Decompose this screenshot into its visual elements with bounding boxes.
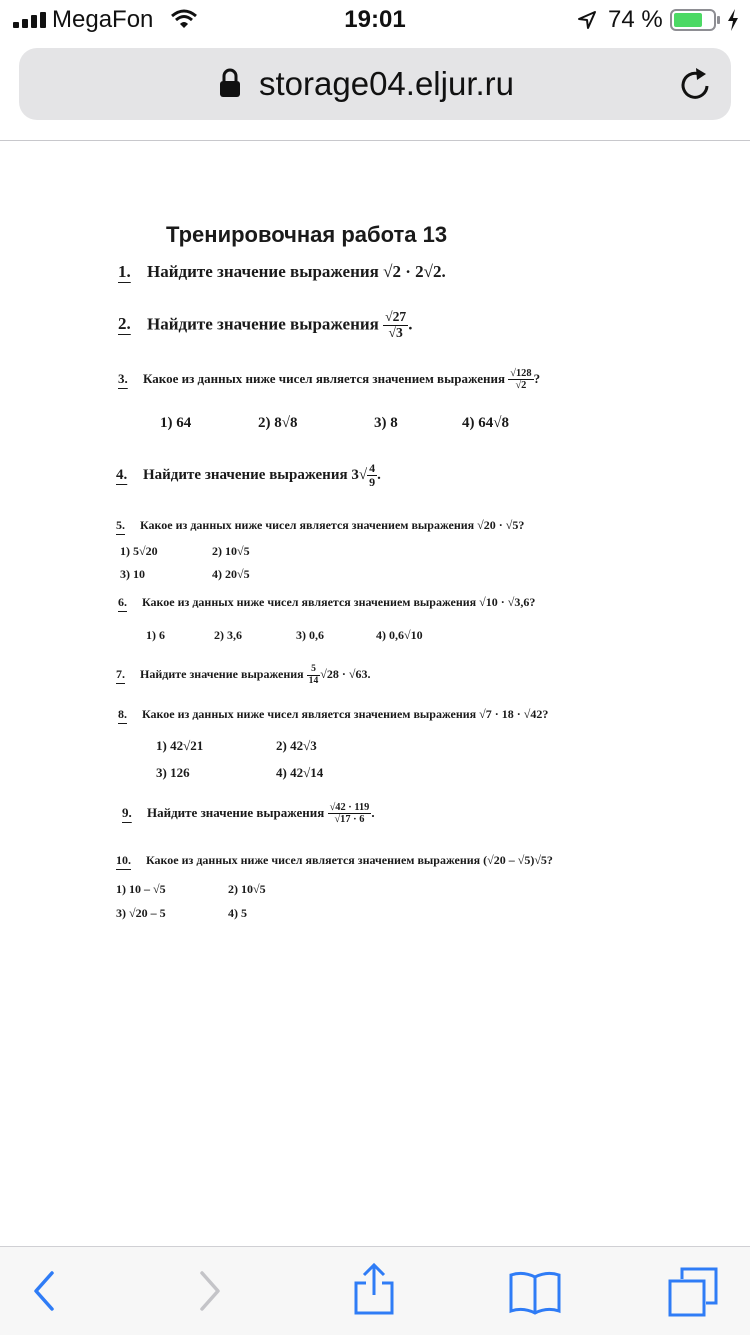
task-fraction: [383, 310, 408, 341]
task-3: [118, 368, 540, 392]
task-3-option-3: 3) 8: [374, 415, 398, 431]
task-number: 7.: [116, 666, 125, 681]
task-10-option-4: 4) 5: [228, 906, 247, 920]
task-text: Какое из данных ниже чисел является значением выражения: [142, 707, 477, 721]
task-5-option-3: 3) 10: [120, 567, 145, 581]
task-expression: √2 · 2√2.: [383, 262, 446, 281]
task-number: 2.: [118, 314, 131, 334]
share-icon[interactable]: [352, 1261, 396, 1317]
clock: 19:01: [344, 6, 406, 33]
charging-icon: [727, 9, 739, 31]
task-number: 9.: [122, 804, 132, 820]
task-4: [116, 462, 381, 489]
task-8: [118, 707, 548, 722]
reload-icon[interactable]: [679, 66, 713, 102]
task-tail: .: [371, 804, 375, 820]
task-8-option-4: 4) 42√14: [276, 765, 324, 780]
tabs-icon[interactable]: [668, 1267, 720, 1317]
task-3-option-4: 4) 64√8: [462, 415, 509, 431]
address-bar[interactable]: [19, 48, 731, 120]
task-1: [118, 262, 446, 282]
browser-toolbar: [0, 1246, 750, 1335]
task-3-option-2: 2) 8√8: [258, 415, 298, 431]
task-number: 4.: [116, 467, 128, 484]
task-10-option-3: 3) √20 – 5: [116, 906, 166, 920]
fraction-denominator: √3: [388, 324, 403, 340]
task-6-option-1: 1) 6: [146, 628, 165, 642]
task-fraction: [367, 462, 377, 489]
header-divider: [0, 140, 750, 141]
task-6-option-3: 3) 0,6: [296, 628, 324, 642]
worksheet-image: [106, 210, 696, 930]
worksheet-title: Тренировочная работа 13: [166, 222, 448, 247]
task-tail: .: [377, 467, 381, 484]
url-text[interactable]: storage04.eljur.ru: [259, 65, 514, 102]
task-text: Какое из данных ниже чисел является значением выражения: [140, 518, 475, 532]
task-number: 5.: [116, 518, 125, 532]
carrier-name: MegaFon: [52, 6, 154, 33]
book-icon[interactable]: [508, 1269, 562, 1315]
task-text: Найдите значение выражения: [140, 666, 304, 681]
fraction-denominator: √17 · 6: [334, 814, 365, 826]
task-expression: √20 · √5?: [477, 518, 525, 532]
task-number: 8.: [118, 707, 127, 721]
task-text: Найдите значение выражения: [147, 314, 379, 334]
fraction-denominator: 14: [308, 674, 319, 686]
forward-icon[interactable]: [196, 1267, 226, 1315]
task-2: [118, 310, 412, 341]
fraction-numerator: √27: [385, 309, 407, 324]
task-5: [116, 518, 524, 533]
task-fraction: [328, 802, 375, 826]
back-icon[interactable]: [28, 1267, 58, 1315]
task-6: [118, 595, 535, 610]
task-6-option-2: 2) 3,6: [214, 628, 242, 642]
task-number: 1.: [118, 262, 131, 281]
task-expression: (√20 – √5)√5?: [483, 853, 553, 867]
task-expression: √7 · 18 · √42?: [479, 707, 549, 721]
task-fraction: [508, 368, 533, 392]
task-text: Найдите значение выражения: [147, 262, 379, 281]
battery-percent: 74 %: [608, 6, 663, 33]
task-10-option-1: 1) 10 – √5: [116, 882, 166, 896]
fraction-numerator: 4: [369, 461, 376, 475]
task-5-option-4: 4) 20√5: [212, 567, 250, 581]
task-7: [116, 664, 370, 686]
fraction-denominator: 9: [369, 475, 376, 490]
task-expression: √10 · √3,6?: [479, 595, 536, 609]
task-5-option-1: 1) 5√20: [120, 544, 158, 558]
task-expression: √28 · √63.: [320, 666, 371, 681]
fraction-numerator: √42 · 119: [329, 802, 370, 813]
battery-icon: [670, 9, 722, 31]
task-tail: .: [408, 314, 413, 334]
task-8-option-1: 1) 42√21: [156, 738, 204, 753]
task-8-option-3: 3) 126: [156, 765, 190, 780]
task-text: Какое из данных ниже чисел является значением выражения: [143, 370, 506, 386]
task-text: Найдите значение выражения: [147, 804, 325, 820]
task-10: [116, 853, 553, 868]
task-text: Найдите значение выражения: [143, 467, 348, 484]
task-text: Какое из данных ниже чисел является значением выражения: [142, 595, 477, 609]
location-icon: [577, 10, 597, 30]
task-tail: ?: [533, 370, 541, 386]
task-number: 6.: [118, 595, 127, 609]
task-fraction: [307, 664, 321, 686]
task-expression: 3√: [351, 467, 368, 484]
task-3-option-1: 1) 64: [160, 415, 192, 431]
lock-icon: [219, 68, 241, 98]
fraction-numerator: √128: [510, 368, 532, 379]
task-number: 10.: [116, 853, 131, 867]
fraction-denominator: √2: [515, 380, 527, 392]
task-6-option-4: 4) 0,6√10: [376, 628, 423, 642]
status-bar: [0, 0, 750, 40]
fraction-numerator: 5: [307, 664, 321, 676]
task-5-option-2: 2) 10√5: [212, 544, 250, 558]
task-text: Какое из данных ниже чисел является значением выражения: [146, 853, 481, 867]
task-10-option-2: 2) 10√5: [228, 882, 266, 896]
task-8-option-2: 2) 42√3: [276, 738, 317, 753]
task-9: [122, 802, 375, 826]
task-number: 3.: [118, 370, 128, 386]
